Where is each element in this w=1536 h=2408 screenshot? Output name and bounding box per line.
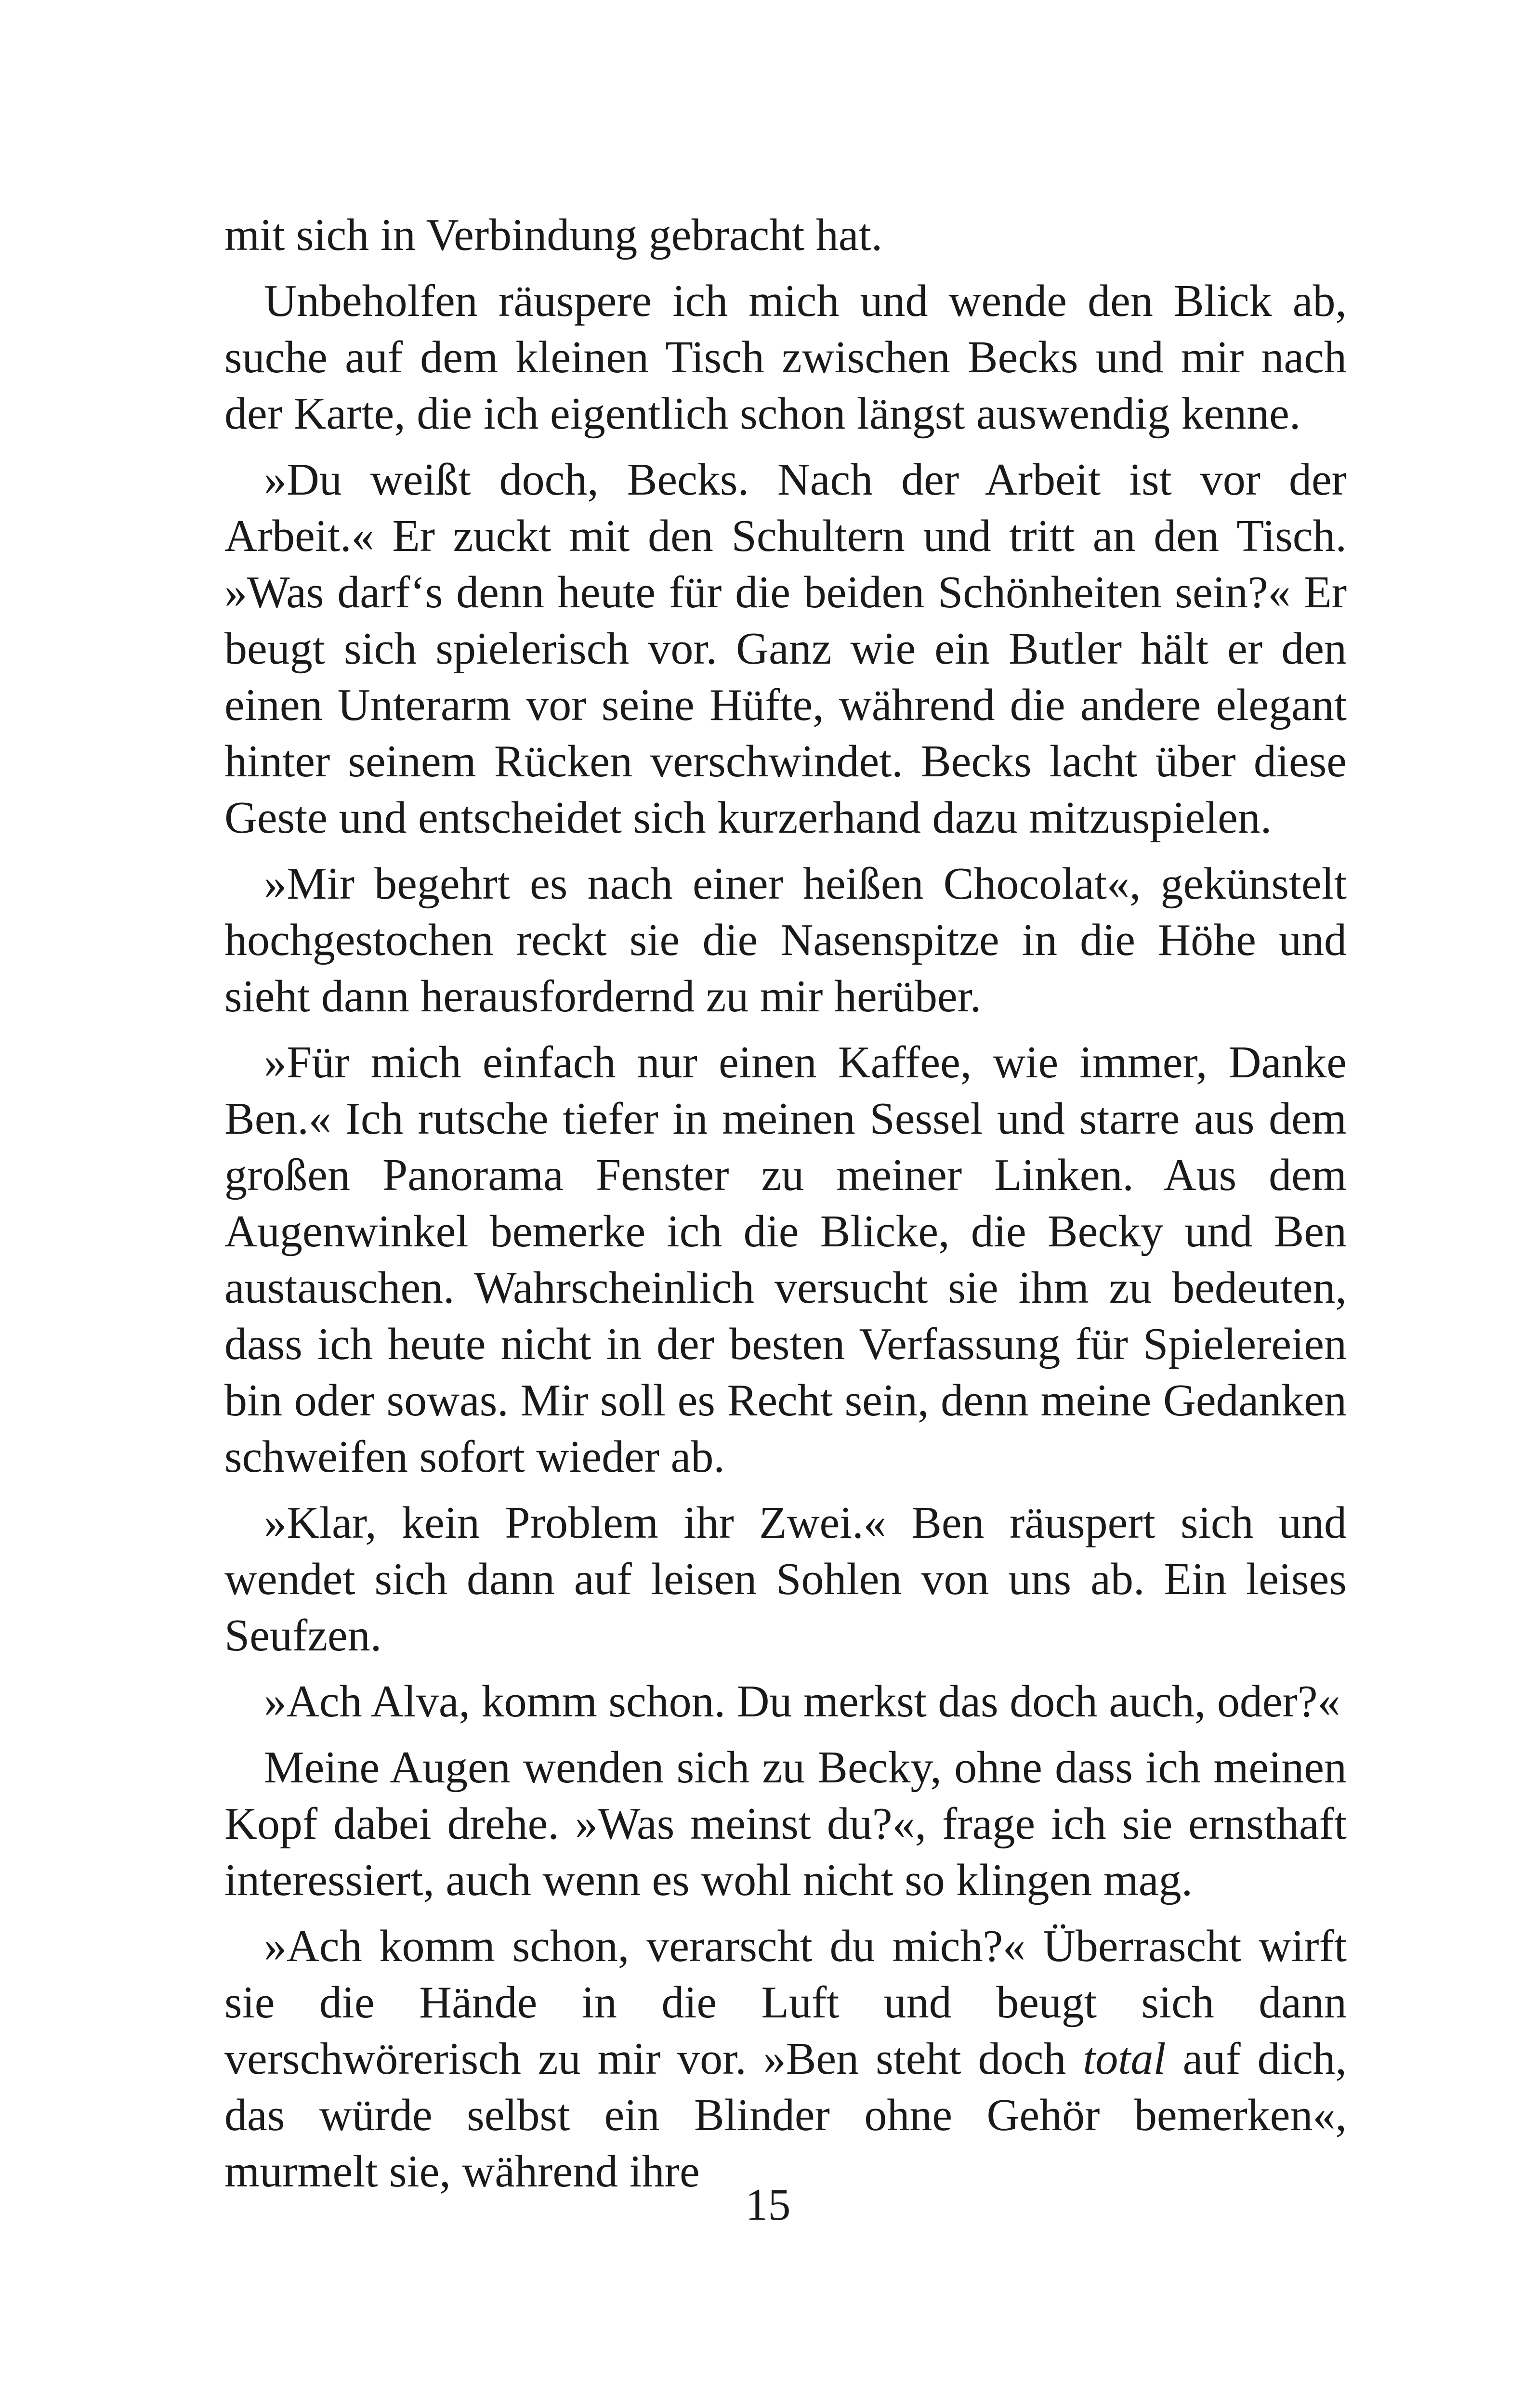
paragraph: »Klar, kein Problem ihr Zwei.« Ben räuspert sich und wendet sich dann auf leisen Sohlen von uns ab. Ein leises Seufzen. — [224, 1498, 1347, 1661]
paragraph: Meine Augen wenden sich zu Becky, ohne dass ich meinen Kopf dabei drehe. »Was meinst du?«, frage ich sie ernsthaft interessiert, auch wenn es wohl nicht so klingen mag. — [224, 1742, 1347, 1905]
paragraph: »Für mich einfach nur einen Kaffee, wie immer, Danke Ben.« Ich rutsche tiefer in meinen Sessel und starre aus dem großen Panorama Fenster zu meiner Linken. Aus dem Augenwinkel bemerke ich die Blicke, die Becky und Ben austauschen. Wahrscheinlich versucht sie ihm zu bedeuten, dass ich heute nicht in der besten Verfassung für Spielereien bin oder sowas. Mir soll es Recht sein, denn meine Gedanken schweifen sofort wieder ab. — [224, 1037, 1347, 1482]
paragraph: »Du weißt doch, Becks. Nach der Arbeit ist vor der Arbeit.« Er zuckt mit den Schultern und tritt an den Tisch. »Was darf‘s denn heute für die beiden Schönheiten sein?« Er beugt sich spielerisch vor. Ganz wie ein Butler hält er den einen Unterarm vor seine Hüfte, während die andere elegant hinter seinem Rücken verschwindet. Becks lacht über diese Geste und entscheidet sich kurzerhand dazu mitzuspielen. — [224, 455, 1347, 843]
paragraph: »Ach Alva, komm schon. Du merkst das doch auch, oder?« — [264, 1676, 1340, 1727]
emphasis-text: total — [1083, 2034, 1166, 2084]
paragraph: Unbeholfen räuspere ich mich und wende den Blick ab, suche auf dem kleinen Tisch zwischen Becks und mir nach der Karte, die ich eigentlich schon längst auswendig kenne. — [224, 276, 1347, 439]
paragraph-last — [224, 1918, 1347, 2200]
paragraph: mit sich in Verbindung gebracht hat. — [224, 210, 883, 260]
page-number: 15 — [745, 2180, 791, 2230]
body-text — [224, 207, 1347, 2200]
paragraph-text-part: auf dich, das würde selbst ein Blinder ohne Gehör bemerken«, murmelt sie, während ihre — [224, 2034, 1347, 2197]
paragraph: »Mir begehrt es nach einer heißen Chocolat«, gekünstelt hochgestochen reckt sie die Nasenspitze in die Höhe und sieht dann herausfordernd zu mir herüber. — [224, 859, 1347, 1021]
paragraph-text-part: »Ach komm schon, verarscht du mich?« Überrascht wirft sie die Hände in die Luft und beugt sich dann verschwörerisch zu mir vor. »Ben steht doch — [224, 1921, 1347, 2084]
